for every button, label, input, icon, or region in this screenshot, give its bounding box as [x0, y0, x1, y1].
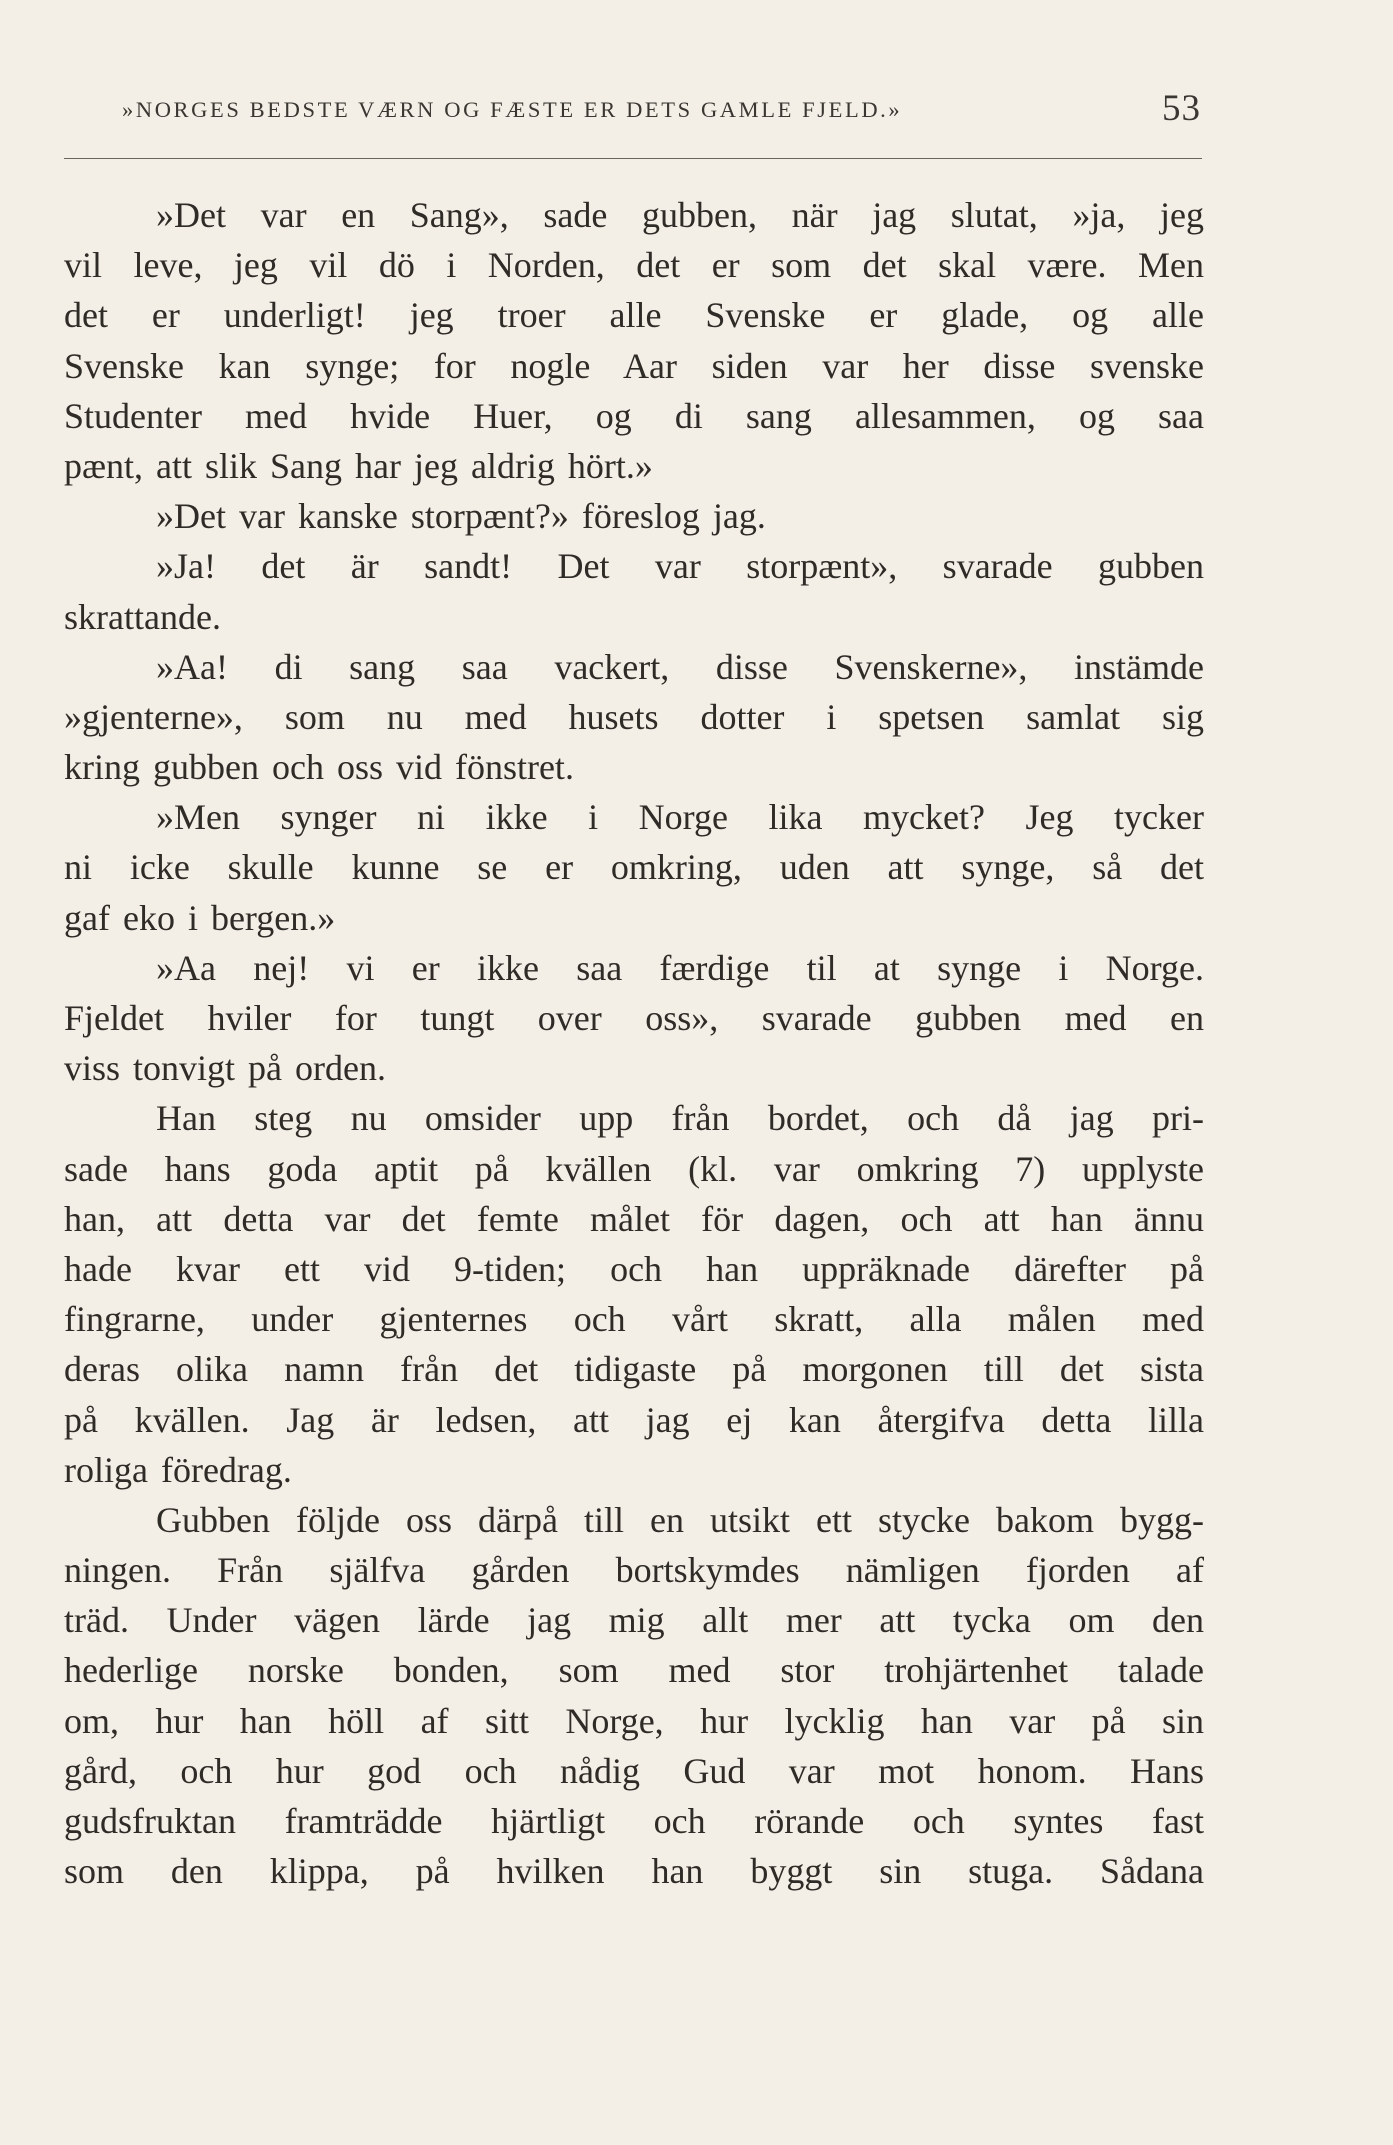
text-line: pænt, att slik Sang har jeg aldrig hört.»: [64, 445, 653, 486]
text-line: fingrarne, under gjenternes och vårt skratt, alla målen med: [64, 1299, 1204, 1340]
text-line: »Men synger ni ikke i Norge lika mycket? Jeg tycker: [156, 797, 1204, 838]
text-line: Han steg nu omsider upp från bordet, och då jag pri-: [156, 1098, 1204, 1139]
page-number: 53: [1162, 88, 1201, 129]
text-line: gaf eko i bergen.»: [64, 897, 336, 938]
body-text: [64, 190, 1204, 1896]
text-line: på kvällen. Jag är ledsen, att jag ej kan återgifva detta lilla: [64, 1399, 1204, 1440]
text-line: »Ja! det är sandt! Det var storpænt», svarade gubben: [156, 546, 1204, 587]
text-line: sade hans goda aptit på kvällen (kl. var omkring 7) upplyste: [64, 1148, 1204, 1189]
text-line: Gubben följde oss därpå till en utsikt ett stycke bakom bygg-: [156, 1499, 1204, 1540]
text-line: hederlige norske bonden, som med stor trohjärtenhet talade: [64, 1650, 1204, 1691]
text-line: gudsfruktan framträdde hjärtligt och rörande och syntes fast: [64, 1801, 1204, 1841]
text-line: viss tonvigt på orden.: [64, 1048, 386, 1089]
text-line: Svenske kan synge; for nogle Aar siden var her disse svenske: [64, 345, 1204, 386]
text-line: »Aa nej! vi er ikke saa færdige til at synge i Norge.: [156, 947, 1204, 988]
text-line: om, hur han höll af sitt Norge, hur lycklig han var på sin: [64, 1700, 1204, 1741]
text-line: ni icke skulle kunne se er omkring, uden att synge, så det: [64, 847, 1204, 888]
text-line: gård, och hur god och nådig Gud var mot honom. Hans: [64, 1750, 1204, 1791]
text-line: ningen. Från själfva gården bortskymdes nämligen fjorden af: [64, 1550, 1204, 1591]
text-line: han, att detta var det femte målet för dagen, och att han ännu: [64, 1198, 1204, 1239]
text-line: »gjenterne», som nu med husets dotter i spetsen samlat sig: [64, 696, 1204, 737]
text-line: »Aa! di sang saa vackert, disse Svenskerne», instämde: [156, 646, 1204, 687]
text-line: deras olika namn från det tidigaste på morgonen till det sista: [64, 1349, 1204, 1390]
text-line: som den klippa, på hvilken han byggt sin stuga. Sådana: [64, 1851, 1204, 1892]
text-line: träd. Under vägen lärde jag mig allt mer att tycka om den: [64, 1600, 1204, 1641]
text-line: skrattande.: [64, 596, 221, 637]
running-head: »NORGES BEDSTE VÆRN OG FÆSTE ER DETS GAMLE FJELD.»: [122, 97, 903, 122]
text-line: vil leve, jeg vil dö i Norden, det er som det skal være. Men: [64, 245, 1204, 286]
header-rule: [64, 158, 1202, 159]
text-line: det er underligt! jeg troer alle Svenske er glade, og alle: [64, 295, 1204, 336]
text-line: »Det var en Sang», sade gubben, när jag slutat, »ja, jeg: [156, 195, 1204, 235]
page-header: [122, 88, 1201, 133]
text-line: »Det var kanske storpænt?» föreslog jag.: [156, 496, 766, 537]
text-line: roliga föredrag.: [64, 1449, 292, 1490]
text-line: Studenter med hvide Huer, og di sang allesammen, og saa: [64, 395, 1204, 436]
text-line: Fjeldet hviler for tungt over oss», svarade gubben med en: [64, 998, 1204, 1038]
text-line: kring gubben och oss vid fönstret.: [64, 747, 574, 788]
text-line: hade kvar ett vid 9-tiden; och han uppräknade därefter på: [64, 1248, 1204, 1289]
